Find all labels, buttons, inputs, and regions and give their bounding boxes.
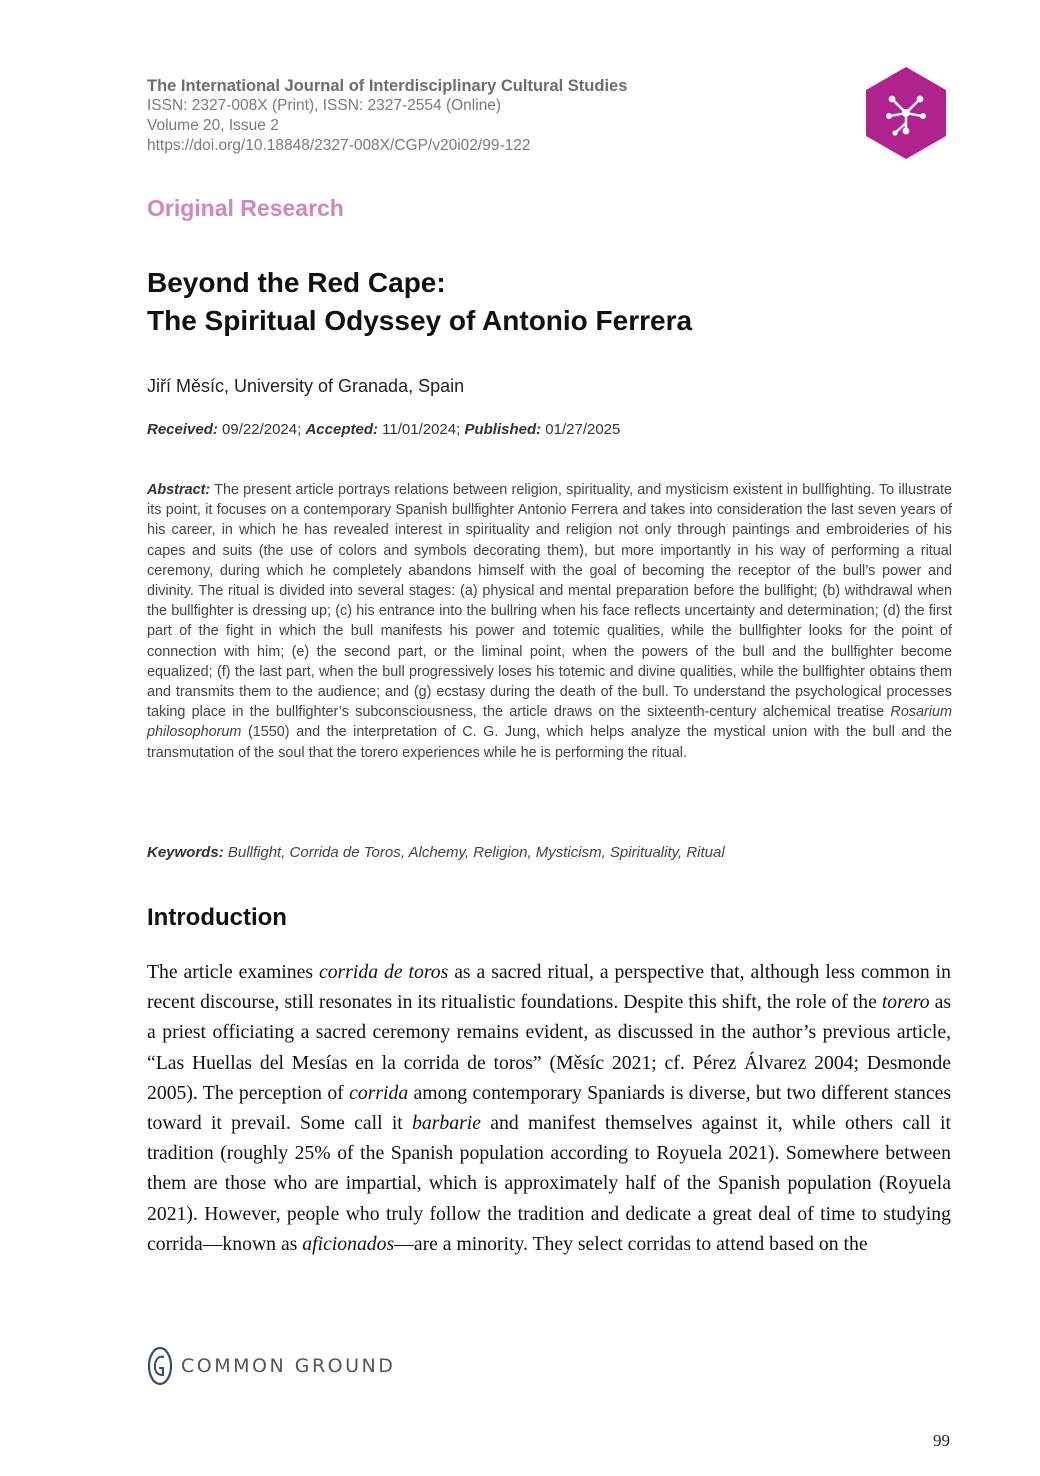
intro-text: as a priest officiating a sacred ceremony remains evident, as discussed in the author’s previous article, “Las Huellas del Mesías en la corrida de toros” (Měsíc 2021; cf. Pérez Álvarez 2004; Desmonde 2005). The perception of (147, 991, 951, 1104)
intro-italic: barbarie (412, 1112, 481, 1135)
keywords (147, 844, 952, 861)
keywords-value: Bullfight, Corrida de Toros, Alchemy, Religion, Mysticism, Spirituality, Ritual (223, 844, 725, 861)
journal-header (147, 76, 827, 156)
abstract-label: Abstract: (147, 482, 211, 498)
publisher-logo (147, 1346, 395, 1386)
page-number: 99 (933, 1431, 950, 1450)
abstract-text-2: (1550) and the interpretation of C. G. Jung, which helps analyze the mystical union with the bull and the transmutation of the soul that the torero experiences while he is performing the ritual. (147, 724, 952, 761)
published-date: 01/27/2025 (541, 421, 621, 438)
introduction-paragraph (147, 957, 951, 1259)
intro-italic: corrida de toros (318, 961, 449, 983)
intro-italic: aficionados (302, 1232, 395, 1255)
article-title-line-2: The Spiritual Odyssey of Antonio Ferrera (147, 305, 693, 336)
introduction-heading: Introduction (147, 904, 287, 931)
intro-text: among contemporary Spaniards is diverse, but two different stances toward it prevail. Some call it (147, 1081, 951, 1135)
keywords-label: Keywords: (147, 844, 224, 861)
publisher-logo-text: COMMON GROUND (181, 1355, 396, 1377)
accepted-label: Accepted: (305, 421, 378, 438)
published-label: Published: (464, 421, 542, 438)
journal-volume: Volume 20, Issue 2 (147, 117, 279, 134)
intro-italic: torero (881, 991, 930, 1014)
intro-text: The article examines (147, 961, 319, 983)
accepted-date: 11/01/2024; (377, 421, 465, 438)
publication-dates (147, 421, 620, 438)
section-label: Original Research (147, 195, 344, 221)
journal-issn: ISSN: 2327-008X (Print), ISSN: 2327-2554 (Online) (147, 97, 502, 114)
article-title (147, 264, 947, 340)
intro-text: as a sacred ritual, a perspective that, although less common in recent discourse, still resonates in its ritualistic foundations. Despite this shift, the role of the (147, 961, 951, 1014)
intro-text: and manifest themselves against it, while others call it tradition (roughly 25% of the Spanish population according to Royuela 2021). Somewhere between them are those who are impartial, which is approximately half of the Spanish population (Royuela 2021). However, people who truly follow the tradition and dedicate a great deal of time to studying corrida—known as (147, 1112, 951, 1255)
journal-hexagon-logo-icon (864, 66, 948, 160)
received-date: 09/22/2024; (217, 421, 306, 438)
abstract (147, 480, 952, 763)
received-label: Received: (147, 421, 218, 438)
article-title-line-1: Beyond the Red Cape: (147, 267, 446, 298)
intro-text: —are a minority. They select corridas to attend based on the (394, 1232, 868, 1255)
common-ground-logo-icon (147, 1346, 173, 1386)
author-affiliation: Jiří Měsíc, University of Granada, Spain (147, 376, 465, 396)
abstract-text-1: The present article portrays relations between religion, spirituality, and mysticism existent in bullfighting. To illustrate its point, it focuses on a contemporary Spanish bullfighter Antonio Ferrera and takes into consideration the last seven years of his career, in which he has revealed interest in spirituality and religion not only through paintings and embroideries of his capes and suits (the use of colors and symbols decorating them), but more importantly in his way of performing a ritual ceremony, during which he completely abandons himself with the goal of becoming the receptor of the bull’s power and divinity. The ritual is divided into several stages: (a) physical and mental preparation before the bullfight; (b) withdrawal when the bullfighter is dressing up; (c) his entrance into the bullring when his face reflects uncertainty and determination; (d) the first part of the fight in which the bull manifests his power and totemic qualities, while the bullfighter looks for the point of connection with him; (e) the second part, or the liminal point, when the powers of the bull and the bullfighter become equalized; (f) the last part, when the bull progressively loses his totemic and divine qualities, while the bullfighter obtains them and transmits them to the audience; and (g) ecstasy during the death of the bull. To understand the psychological processes taking place in the bullfighter’s subconsciousness, the article draws on the sixteenth-century alchemical treatise (147, 482, 952, 721)
intro-italic: corrida (349, 1081, 409, 1104)
journal-name: The International Journal of Interdisciplinary Cultural Studies (147, 77, 628, 95)
journal-doi-link[interactable]: https://doi.org/10.18848/2327-008X/CGP/v20i02/99-122 (147, 137, 531, 154)
abstract-italic-title: Rosarium philosophorum (147, 704, 952, 741)
